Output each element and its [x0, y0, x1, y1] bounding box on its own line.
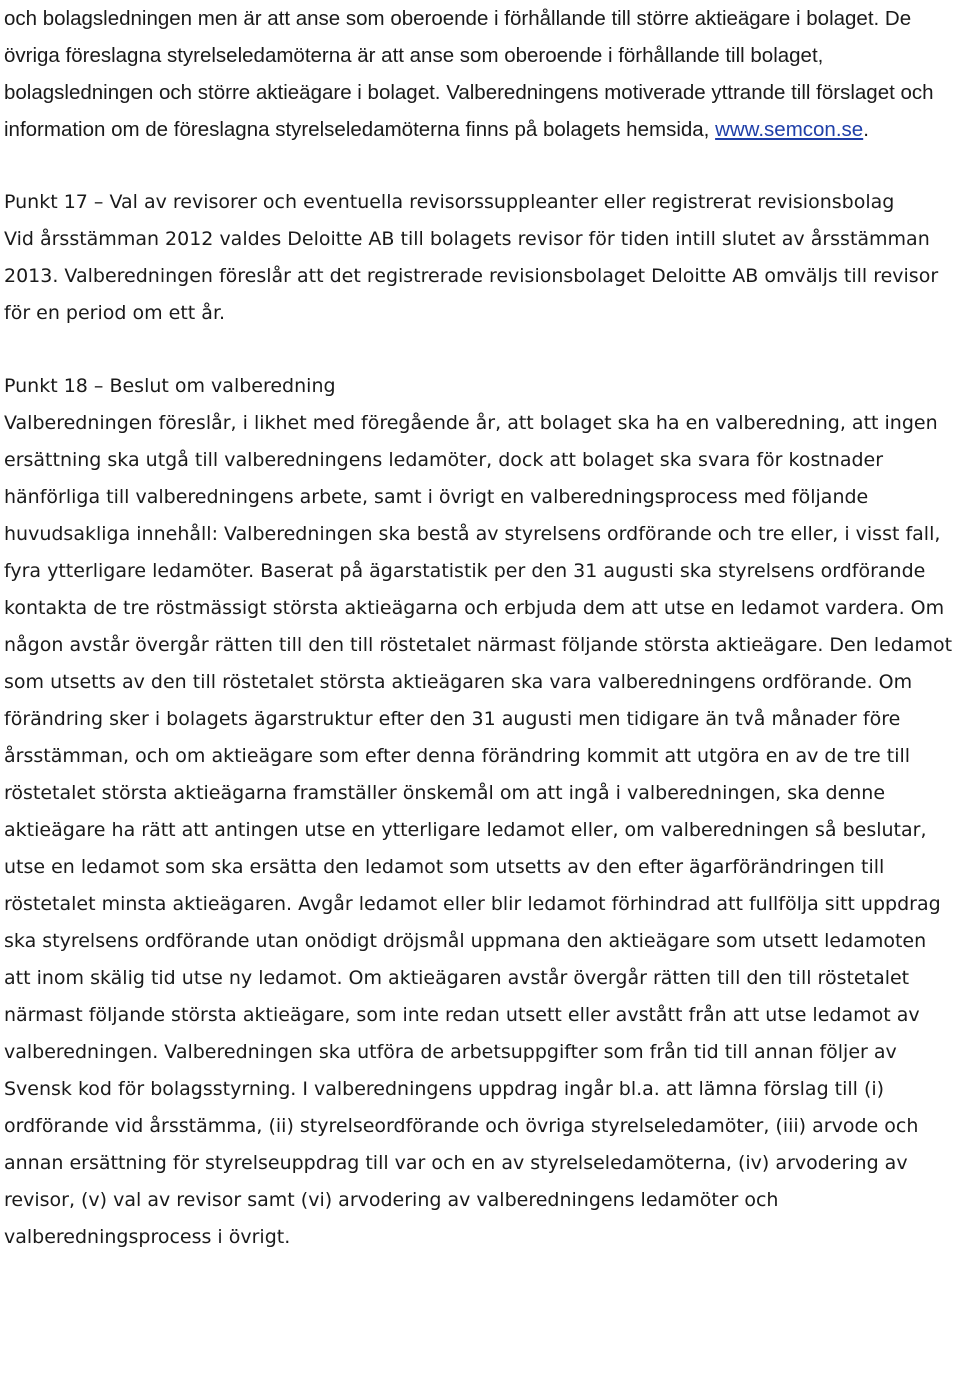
- intro-text-end: .: [863, 118, 869, 141]
- section-17: [4, 184, 958, 332]
- intro-text: och bolagsledningen men är att anse som oberoende i förhållande till större aktieägare i bolaget. De övriga föreslagna styrelseledamöterna är att anse som oberoende i förhållande till bolaget, bolagsledningen och större aktieägare i bolaget. Valberedningens motiverade yttrande till förslaget och information om de föreslagna styrelseledamöterna finns på bolagets hemsida,: [4, 7, 934, 141]
- document-page: [4, 0, 958, 1256]
- company-website-link[interactable]: www.semcon.se: [715, 118, 864, 141]
- section-18-body: Valberedningen föreslår, i likhet med föregående år, att bolaget ska ha en valberedning, att ingen ersättning ska utgå till valberedningens ledamöter, dock att bolaget ska svara för kostnader hänförliga till valberedningens arbete, samt i övrigt en valberedningsprocess med följande huvudsakliga innehåll: Valberedningen ska bestå av styrelsens ordförande och tre eller, i visst fall, fyra ytterligare ledamöter. Baserat på ägarstatistik per den 31 augusti ska styrelsens ordförande kontakta de tre röstmässigt största aktieägarna och erbjuda dem att utse en ledamot vardera. Om någon avstår övergår rätten till den till röstetalet närmast följande största aktieägare. Den ledamot som utsetts av den till röstetalet största aktieägaren ska vara valberedningens ordförande. Om förändring sker i bolagets ägarstruktur efter den 31 augusti men tidigare än två månader före årsstämman, och om aktieägare som efter denna förändring kommit att utgöra en av de tre till röstetalet största aktieägarna framställer önskemål om att ingå i valberedningen, ska denne aktieägare ha rätt att antingen utse en ytterligare ledamot eller, om valberedningen så beslutar, utse en ledamot som ska ersätta den ledamot som utsetts av den efter ägarförändringen till röstetalet minsta aktieägaren. Avgår ledamot eller blir ledamot förhindrad att fullfölja sitt uppdrag ska styrelsens ordförande utan onödigt dröjsmål uppmana den aktieägare som utsett ledamoten att inom skälig tid utse ny ledamot. Om aktieägaren avstår övergår rätten till den till röstetalet närmast följande största aktieägare, som inte redan utsett eller avstått från att utse ledamot av valberedningen. Valberedningen ska utföra de arbetsuppgifter som från tid till annan följer av Svensk kod för bolagsstyrning. I valberedningens uppdrag ingår bl.a. att lämna förslag till (i) ordförande vid årsstämma, (ii) styrelseordförande och övriga styrelseledamöter, (iii) arvode och annan ersättning för styrelseuppdrag till var och en av styrelseledamöterna, (iv) arvodering av revisor, (v) val av revisor samt (vi) arvodering av valberedningens ledamöter och valberedningsprocess i övrigt.: [4, 412, 953, 1248]
- paragraph-spacer: [4, 332, 958, 368]
- section-18: [4, 368, 958, 1256]
- paragraph-spacer: [4, 148, 958, 184]
- section-18-heading: Punkt 18 – Beslut om valberedning: [4, 375, 336, 397]
- intro-paragraph: [4, 0, 958, 148]
- section-17-heading: Punkt 17 – Val av revisorer och eventuella revisorssuppleanter eller registrerat revisionsbolag: [4, 191, 895, 213]
- section-17-body: Vid årsstämman 2012 valdes Deloitte AB till bolagets revisor för tiden intill slutet av årsstämman 2013. Valberedningen föreslår att det registrerade revisionsbolaget Deloitte AB omväljs till revisor för en period om ett år.: [4, 228, 939, 324]
